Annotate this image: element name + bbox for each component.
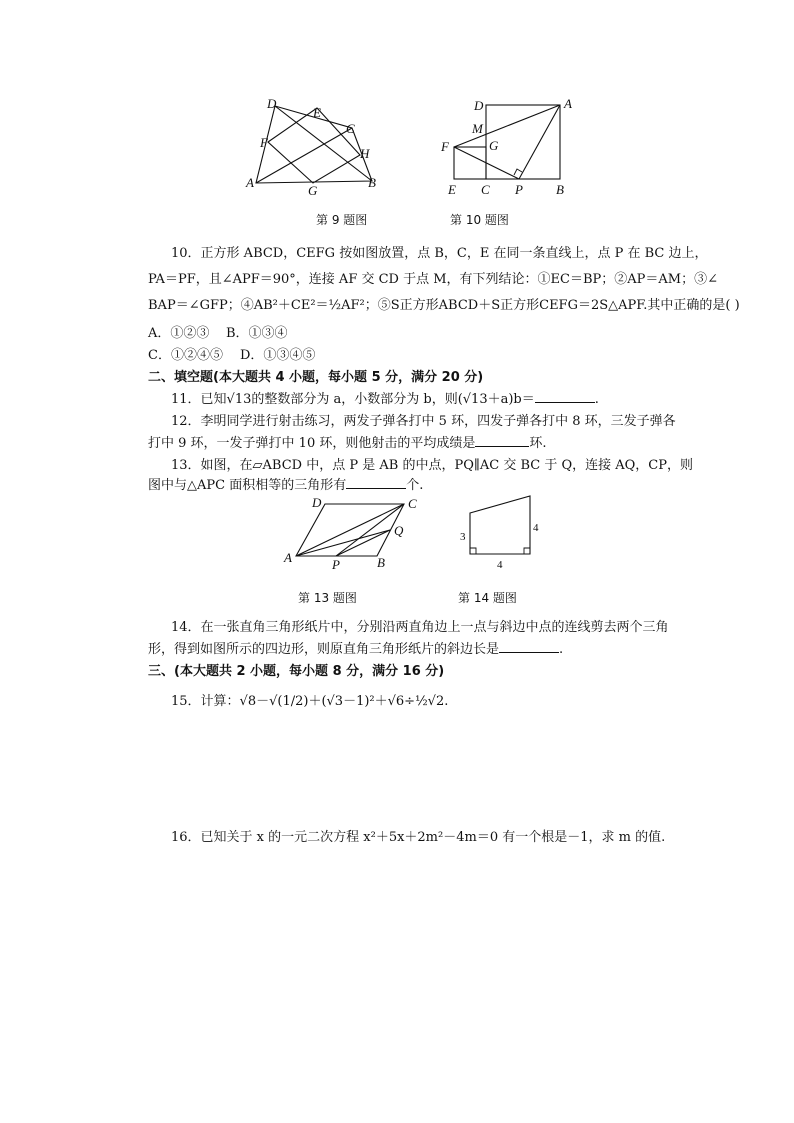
- fig10-label-m: M: [472, 121, 483, 136]
- figure-9: [240, 95, 390, 200]
- fig14-caption: 第 14 题图: [458, 591, 517, 605]
- figure-13: [280, 494, 420, 574]
- fig9-label-c: C: [346, 121, 355, 136]
- fig13-label-p: P: [332, 557, 340, 572]
- q12-line2: [148, 434, 546, 454]
- section-3-heading: 三、(本大题共 2 小题，每小题 8 分，满分 16 分): [148, 664, 445, 679]
- q10-line1: 10．正方形 ABCD，CEFG 按如图放置，点 B，C，E 在同一条直线上，点 P 在 BC 边上，: [171, 246, 708, 261]
- fig13-caption: 第 13 题图: [298, 591, 357, 605]
- q10-option-c: C．①②④⑤: [148, 348, 223, 363]
- fig10-label-g: G: [489, 138, 499, 153]
- fig10-caption: 第 10 题图: [450, 213, 509, 227]
- fig10-label-a: A: [564, 96, 572, 111]
- fig14-label-left: 3: [460, 531, 466, 543]
- fig9-label-h: H: [360, 146, 370, 161]
- q12-line1: 12．李明同学进行射击练习，两发子弹各打中 5 环，四发子弹各打中 8 环，三发子弹各: [171, 414, 676, 429]
- q13-line1: 13．如图，在▱ABCD 中，点 P 是 AB 的中点，PQ∥AC 交 BC 于 Q，连接 AQ，CP，则: [171, 458, 693, 473]
- q12-answer-blank: [475, 434, 529, 447]
- q10-option-d: D．①③④⑤: [240, 348, 316, 363]
- q11-answer-blank: [535, 390, 595, 403]
- figure-10: [438, 95, 578, 200]
- fig14-label-bottom: 4: [497, 559, 503, 571]
- fig9-label-g: G: [308, 183, 318, 198]
- fig10-label-p: P: [515, 182, 523, 197]
- q12-line2-end: 环.: [529, 436, 547, 451]
- q13-line2-end: 个.: [406, 478, 424, 493]
- fig13-label-a: A: [284, 550, 292, 565]
- fig10-label-f: F: [441, 139, 449, 154]
- q10-line3: BAP＝∠GFP；④AB²＋CE²＝½AF²；⑤S正方形ABCD＋S正方形CEFG＝2S△APF.其中正确的是( ): [148, 298, 740, 313]
- fig10-label-d: D: [474, 98, 484, 113]
- q13-answer-blank: [346, 476, 406, 489]
- fig9-label-a: A: [246, 175, 254, 190]
- q10-option-a: A．①②③: [148, 326, 210, 341]
- q14-line2: 形，得到如图所示的四边形，则原直角三角形纸片的斜边长是 .: [148, 642, 564, 657]
- figure-14: [450, 490, 550, 572]
- q15-text: 15．计算：√8－√(1/2)＋(√3－1)²＋√6÷½√2.: [171, 694, 449, 709]
- fig9-label-e: E: [313, 105, 321, 120]
- fig9-label-f: F: [260, 135, 268, 150]
- q11-text: 11．已知√13的整数部分为 a，小数部分为 b，则(√13＋a)b＝: [171, 392, 535, 407]
- q14-answer-blank: [499, 640, 559, 653]
- q13-line2: [148, 476, 423, 496]
- fig10-label-e: E: [448, 182, 456, 197]
- fig13-label-d: D: [312, 495, 322, 510]
- q10-option-b: B．①③④: [226, 326, 288, 341]
- fig9-label-d: D: [267, 96, 277, 111]
- fig9-label-b: B: [368, 175, 376, 190]
- q11: 11．已知√13的整数部分为 a，小数部分为 b，则(√13＋a)b＝ .: [171, 392, 599, 407]
- q16-text: 16．已知关于 x 的一元二次方程 x²＋5x＋2m²－4m＝0 有一个根是－1，求 m 的值.: [171, 830, 666, 845]
- q14-line1: 14．在一张直角三角形纸片中，分别沿两直角边上一点与斜边中点的连线剪去两个三角: [171, 620, 669, 635]
- fig10-label-c: C: [481, 182, 490, 197]
- q13-line2-text: 图中与△APC 面积相等的三角形有: [148, 478, 347, 493]
- fig10-label-b: B: [556, 182, 564, 197]
- fig13-label-q: Q: [394, 523, 404, 538]
- section-2-heading: 二、填空题(本大题共 4 小题，每小题 5 分，满分 20 分): [148, 370, 484, 385]
- fig13-label-b: B: [377, 555, 385, 570]
- fig9-caption: 第 9 题图: [316, 213, 368, 227]
- fig13-label-c: C: [408, 496, 417, 511]
- fig14-label-right: 4: [533, 522, 539, 534]
- q14-line2-text: 形，得到如图所示的四边形，则原直角三角形纸片的斜边长是: [148, 642, 500, 657]
- q12-line2-text: 打中 9 环，一发子弹打中 10 环，则他射击的平均成绩是: [148, 436, 476, 451]
- q10-line2: PA＝PF，且∠APF＝90°，连接 AF 交 CD 于点 M，有下列结论：①EC＝BP；②AP＝AM；③∠: [148, 272, 719, 287]
